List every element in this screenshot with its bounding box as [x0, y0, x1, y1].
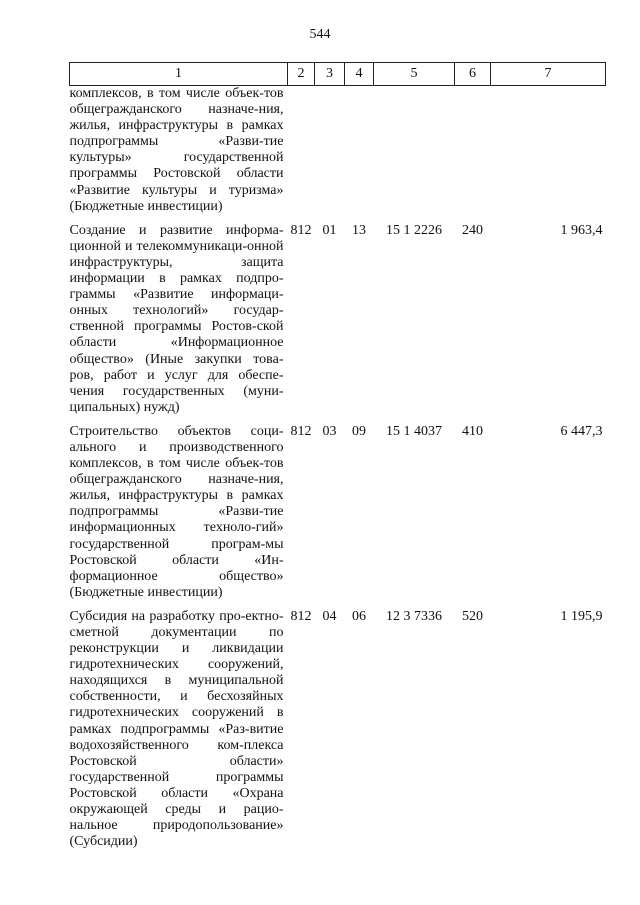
- budget-table: [69, 62, 606, 858]
- row-description: Строительство объектов соци-ального и производственного комплексов, в том числе объек-тов общегражданского назначе-ния, жилья, инфраструктуры в рамках подпрограммы «Разви-тие информационных техноло-гий» государственной програм-мы Ростовской области «Ин-формационное общество» (Бюджетные инвестиции): [69, 423, 284, 600]
- row-target-code: [374, 86, 455, 223]
- table-row: [70, 223, 606, 424]
- row-section-code: [315, 86, 345, 223]
- row-ministry-code: 812: [290, 423, 312, 439]
- page-number: 544: [309, 27, 331, 42]
- row-ministry-code: [288, 86, 315, 223]
- row-subsection-code: 06: [352, 608, 366, 624]
- column-header-1: 1: [70, 63, 288, 86]
- row-subsection-code: 13: [352, 222, 366, 238]
- row-expense-type: [455, 86, 491, 223]
- row-subsection-code: [345, 86, 374, 223]
- column-header-4: 4: [345, 63, 374, 86]
- row-target-code: 15 1 4037: [386, 423, 442, 439]
- row-description: комплексов, в том числе объек-тов общегражданского назначе-ния, жилья, инфраструктуры в рамках подпрограммы «Разви-тие культуры» государственной программы Ростовской области «Развитие культуры и туризма» (Бюджетные инвестиции): [69, 86, 284, 214]
- row-target-code: 12 3 7336: [386, 608, 442, 624]
- row-amount: 1 963,4: [560, 222, 603, 238]
- row-section-code: 04: [322, 608, 337, 624]
- row-ministry-code: 812: [290, 222, 312, 238]
- row-section-code: 01: [322, 222, 337, 238]
- column-header-2: 2: [288, 63, 315, 86]
- row-amount: 1 195,9: [560, 608, 603, 624]
- row-description: Создание и развитие информа-ционной и телекоммуникаци-онной инфраструктуры, защита информации в рамках подпро-граммы «Развитие информаци-онных технологий» государ-ственной программы Ростов-ской области «Информационное общество» (Иные закупки това-ров, работ и услуг для обеспе-чения государственных (муни-ципальных) нужд): [69, 222, 284, 415]
- row-amount: [491, 86, 606, 223]
- column-header-6: 6: [455, 63, 491, 86]
- row-expense-type: 410: [462, 423, 483, 439]
- row-expense-type: 520: [462, 608, 483, 624]
- row-amount: 6 447,3: [560, 423, 603, 439]
- row-section-code: 03: [322, 423, 337, 439]
- table-header-row: [70, 63, 606, 86]
- column-header-5: 5: [374, 63, 455, 86]
- row-ministry-code: 812: [290, 608, 312, 624]
- column-header-3: 3: [315, 63, 345, 86]
- row-description: Субсидия на разработку про-ектно-сметной документации по реконструкции и ликвидации гидротехнических сооружений, находящихся в муниципальной собственности, и бесхозяйных гидротехнических сооружений в рамках подпрограммы «Раз-витие водохозяйственного ком-плекса Ростовской области» государственной программы Ростовской области «Охрана окружающей среды и рацио-нальное природопользование» (Субсидии): [69, 608, 284, 850]
- table-row: [70, 424, 606, 609]
- row-target-code: 15 1 2226: [386, 222, 442, 238]
- table-row: [70, 609, 606, 858]
- row-expense-type: 240: [462, 222, 483, 238]
- row-subsection-code: 09: [352, 423, 366, 439]
- column-header-7: 7: [491, 63, 606, 86]
- table-row: [70, 86, 606, 223]
